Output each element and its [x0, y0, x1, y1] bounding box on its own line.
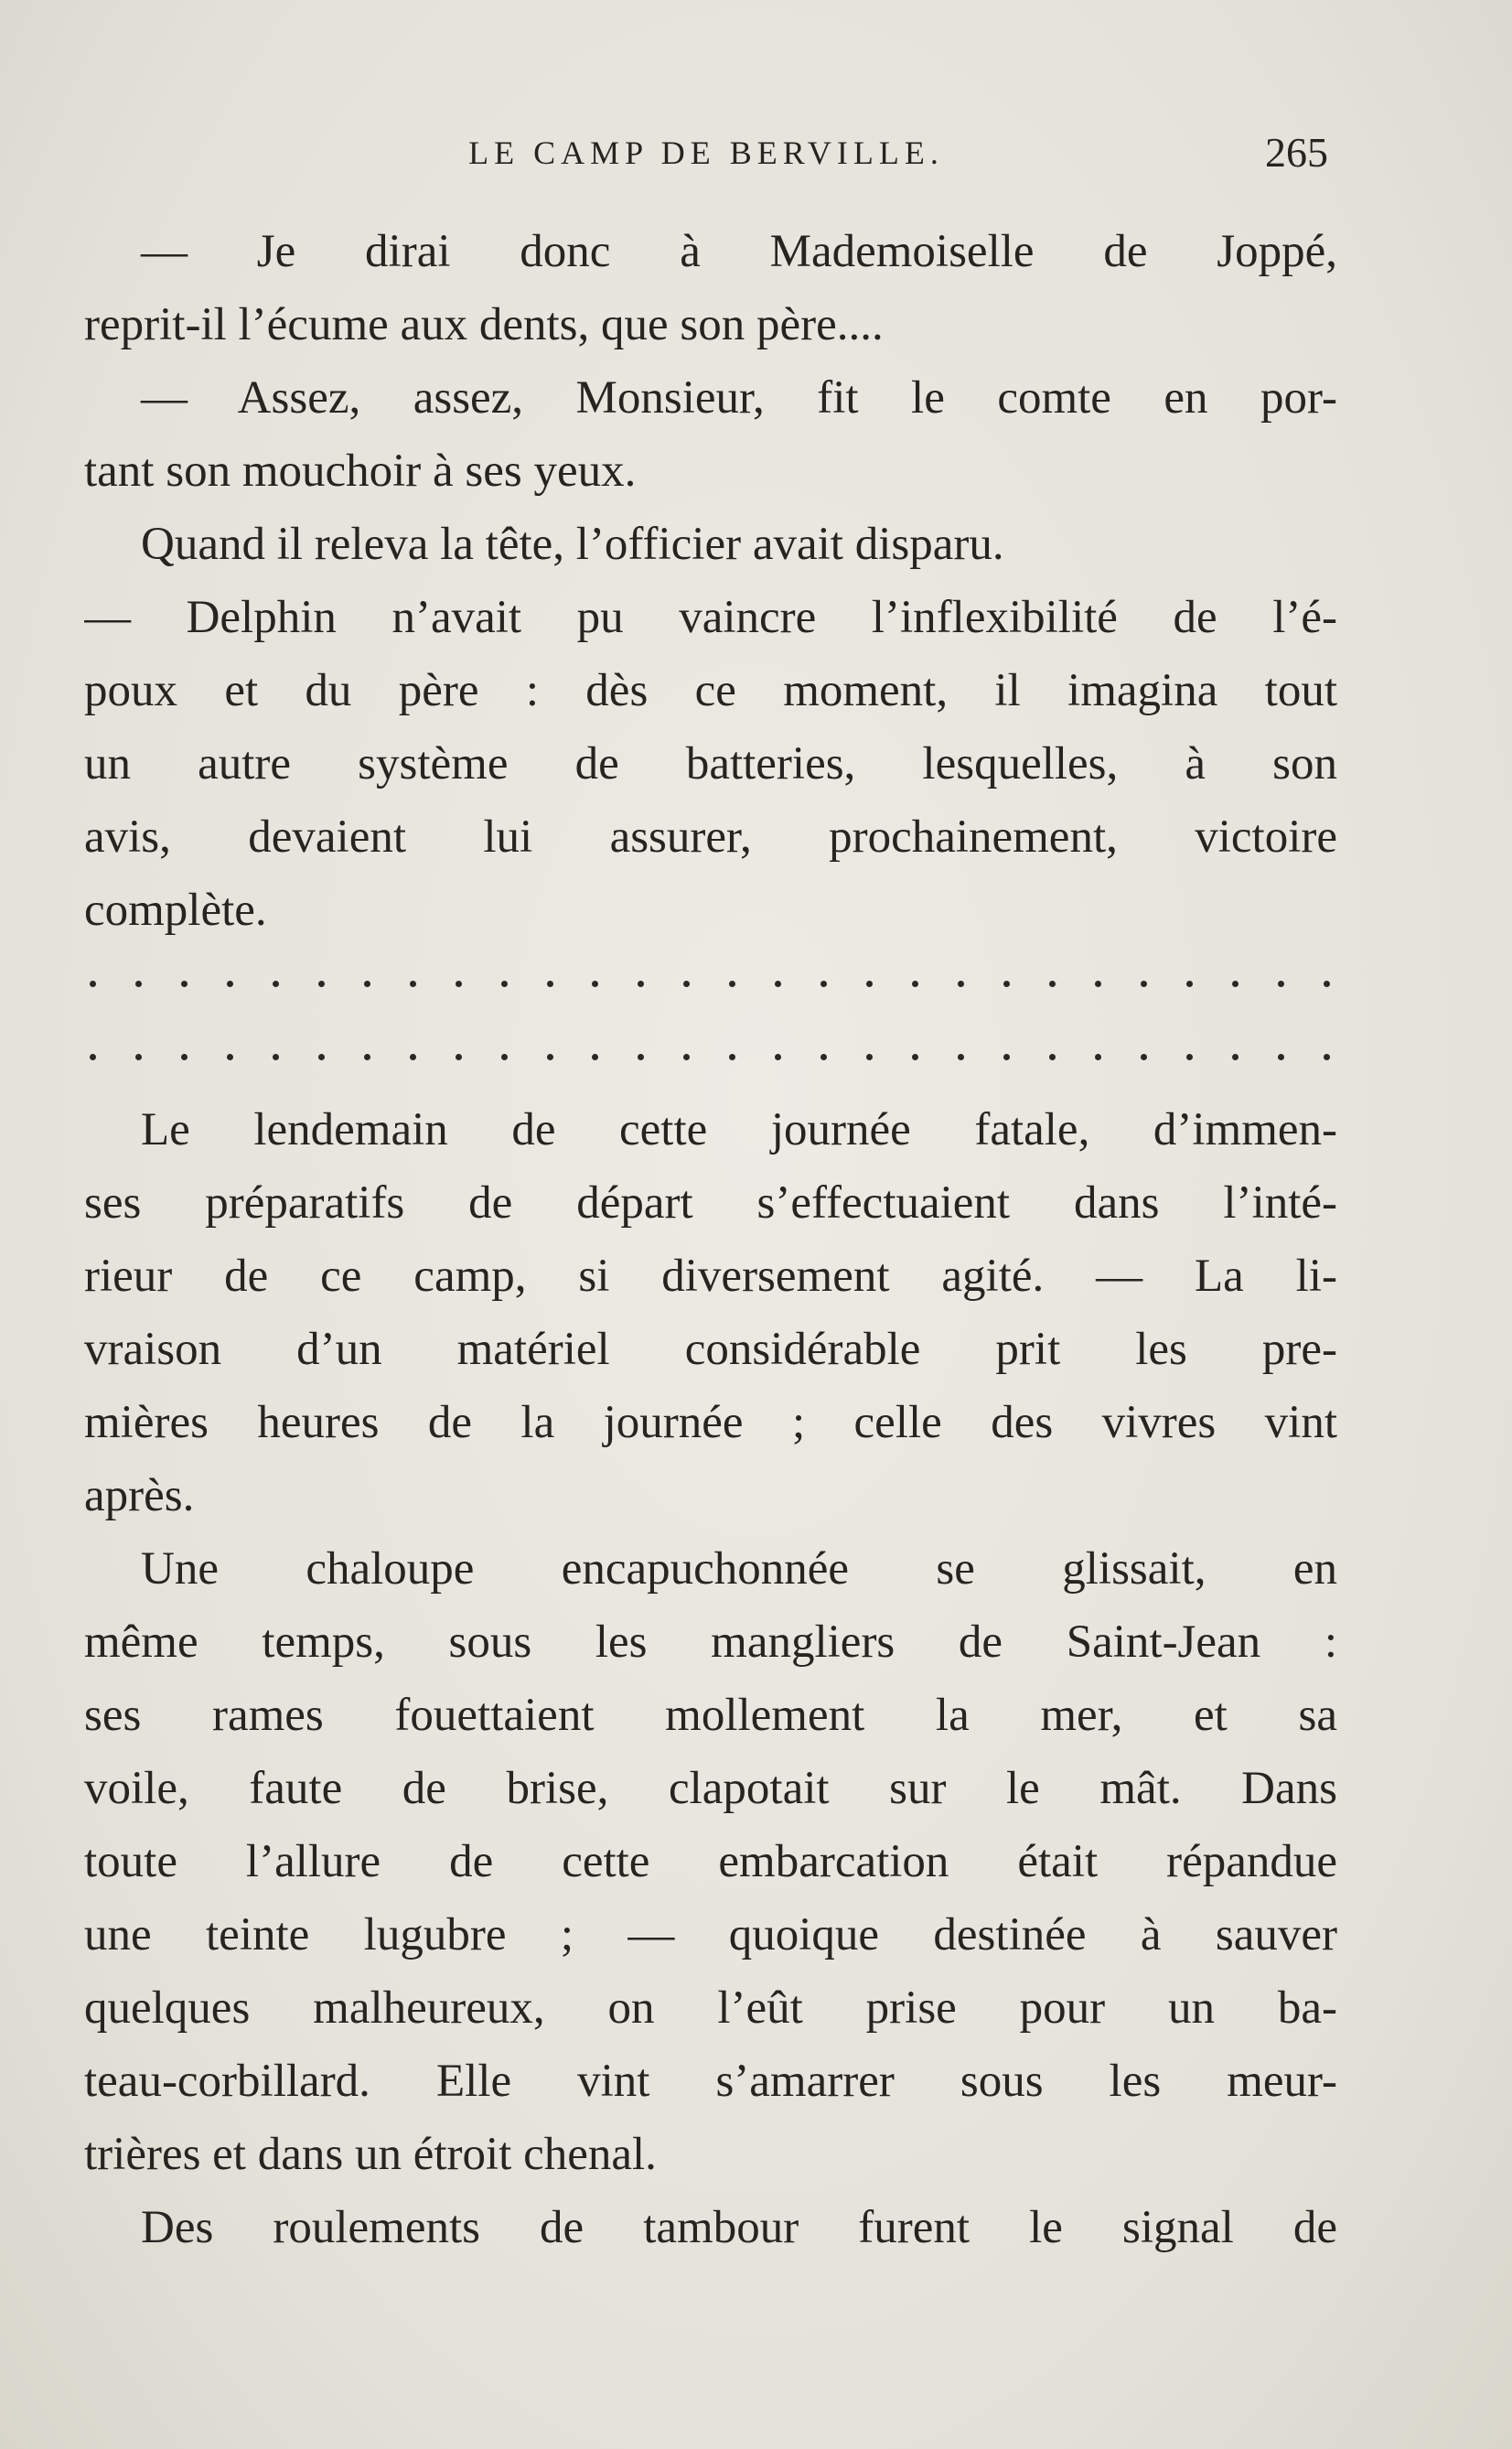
- ellipsis-dot: [1232, 981, 1239, 987]
- text-line: trières et dans un étroit chenal.: [84, 2129, 657, 2180]
- ellipsis-dot: [410, 981, 416, 987]
- ellipsis-dot: [90, 981, 96, 987]
- ellipsis-dot: [958, 1054, 964, 1060]
- text-line: — Assez, assez, Monsieur, fit le comte en por-: [141, 372, 1337, 424]
- text-line: un autre système de batteries, lesquelles, à son: [84, 738, 1337, 789]
- ellipsis-dot: [1324, 1054, 1330, 1060]
- ellipsis-dot: [364, 981, 370, 987]
- page-number: 265: [1265, 129, 1328, 176]
- ellipsis-dot: [592, 1054, 598, 1060]
- text-line: poux et du père : dès ce moment, il imagina tout: [84, 665, 1337, 716]
- text-line: tant son mouchoir à ses yeux.: [84, 446, 637, 497]
- text-line: rieur de ce camp, si diversement agité. — La li-: [84, 1251, 1337, 1302]
- ellipsis-dot: [273, 1054, 279, 1060]
- text-line: après.: [84, 1470, 195, 1521]
- ellipsis-dot: [227, 1054, 233, 1060]
- ellipsis-dot: [1232, 1054, 1239, 1060]
- text-line: Des roulements de tambour furent le signal de: [141, 2202, 1337, 2253]
- ellipsis-dot: [501, 1054, 508, 1060]
- ellipsis-dot: [1278, 981, 1284, 987]
- ellipsis-dot: [638, 981, 644, 987]
- ellipsis-dot: [135, 981, 142, 987]
- running-head: [84, 128, 1328, 183]
- ellipsis-dot: [364, 1054, 370, 1060]
- ellipsis-dot: [1186, 1054, 1193, 1060]
- ellipsis-dot: [638, 1054, 644, 1060]
- ellipsis-dot: [273, 981, 279, 987]
- ellipsis-dot: [1141, 981, 1147, 987]
- ellipsis-dot: [1141, 1054, 1147, 1060]
- ellipsis-dot: [775, 1054, 781, 1060]
- text-line: Une chaloupe encapuchonnée se glissait, en: [141, 1543, 1337, 1595]
- ellipsis-dot: [90, 1054, 96, 1060]
- text-line: même temps, sous les mangliers de Saint-Jean :: [84, 1617, 1337, 1668]
- ellipsis-dot: [318, 981, 325, 987]
- ellipsis-row: [84, 1020, 1337, 1093]
- ellipsis-dot: [683, 981, 690, 987]
- ellipsis-dot: [501, 981, 508, 987]
- text-line: teau-corbillard. Elle vint s’amarrer sous les meur-: [84, 2056, 1337, 2107]
- text-line: Le lendemain de cette journée fatale, d’immen-: [141, 1104, 1337, 1155]
- text-line: Quand il releva la tête, l’officier avait disparu.: [141, 519, 1004, 570]
- ellipsis-dot: [181, 981, 188, 987]
- ellipsis-dot: [592, 981, 598, 987]
- ellipsis-dot: [1003, 981, 1010, 987]
- ellipsis-dot: [1186, 981, 1193, 987]
- ellipsis-dot: [1324, 981, 1330, 987]
- ellipsis-dot: [729, 1054, 735, 1060]
- body-text: [84, 215, 1337, 2264]
- ellipsis-dot: [1095, 981, 1101, 987]
- ellipsis-dot: [912, 1054, 918, 1060]
- ellipsis-dot: [820, 981, 827, 987]
- ellipsis-dot: [1278, 1054, 1284, 1060]
- text-line: — Je dirai donc à Mademoiselle de Joppé,: [141, 226, 1337, 277]
- ellipsis-dot: [912, 981, 918, 987]
- ellipsis-dot: [683, 1054, 690, 1060]
- ellipsis-row: [84, 947, 1337, 1020]
- text-line: toute l’allure de cette embarcation était répandue: [84, 1836, 1337, 1887]
- ellipsis-dot: [410, 1054, 416, 1060]
- ellipsis-dot: [1049, 1054, 1056, 1060]
- ellipsis-dot: [547, 1054, 553, 1060]
- text-line: mières heures de la journée ; celle des vivres vint: [84, 1397, 1337, 1448]
- ellipsis-dot: [866, 981, 873, 987]
- text-line: complète.: [84, 885, 267, 936]
- text-line: avis, devaient lui assurer, prochainement, victoire: [84, 811, 1337, 863]
- text-line: quelques malheureux, on l’eût prise pour un ba-: [84, 1982, 1337, 2034]
- text-line: ses préparatifs de départ s’effectuaient dans l’inté-: [84, 1177, 1337, 1229]
- ellipsis-dot: [958, 981, 964, 987]
- ellipsis-dot: [1003, 1054, 1010, 1060]
- ellipsis-dot: [227, 981, 233, 987]
- text-line: voile, faute de brise, clapotait sur le mât. Dans: [84, 1763, 1337, 1814]
- ellipsis-dot: [318, 1054, 325, 1060]
- ellipsis-dot: [866, 1054, 873, 1060]
- ellipsis-dot: [456, 981, 462, 987]
- ellipsis-dot: [729, 981, 735, 987]
- text-line: une teinte lugubre ; — quoique destinée à sauver: [84, 1909, 1337, 1960]
- ellipsis-dot: [775, 981, 781, 987]
- ellipsis-dot: [135, 1054, 142, 1060]
- ellipsis-dot: [1049, 981, 1056, 987]
- text-line: — Delphin n’avait pu vaincre l’inflexibilité de l’é-: [84, 592, 1337, 643]
- text-line: vraison d’un matériel considérable prit les pre-: [84, 1324, 1337, 1375]
- ellipsis-dot: [181, 1054, 188, 1060]
- ellipsis-dot: [456, 1054, 462, 1060]
- ellipsis-dot: [820, 1054, 827, 1060]
- text-line: ses rames fouettaient mollement la mer, et sa: [84, 1690, 1337, 1741]
- text-line: reprit-il l’écume aux dents, que son père....: [84, 299, 884, 350]
- ellipsis-dot: [547, 981, 553, 987]
- ellipsis-dot: [1095, 1054, 1101, 1060]
- running-title: LE CAMP DE BERVILLE.: [468, 134, 944, 171]
